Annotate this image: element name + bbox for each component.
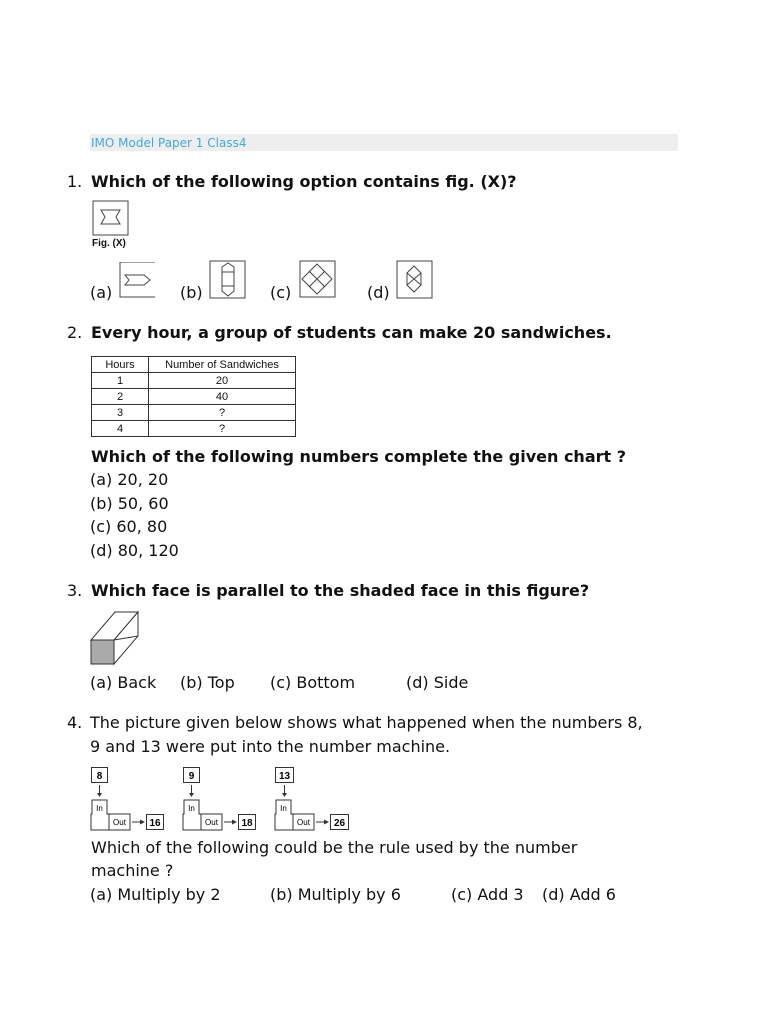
q1-option-a-figure xyxy=(118,262,158,302)
question-4-number: 4. xyxy=(67,713,83,732)
q4-option-d: (d) Add 6 xyxy=(542,885,616,904)
q1-option-c-label: (c) xyxy=(270,283,292,302)
q1-option-d-label: (d) xyxy=(367,283,390,302)
figure-x xyxy=(91,200,131,240)
machine-1-in-label: In xyxy=(96,804,103,813)
table-cell: 20 xyxy=(149,373,296,389)
table-cell: ? xyxy=(149,421,296,437)
q2-option-c: (c) 60, 80 xyxy=(90,517,168,536)
q2-option-b: (b) 50, 60 xyxy=(90,494,169,513)
number-machine-1-drawing xyxy=(90,766,170,834)
number-machine-3-drawing xyxy=(274,766,354,834)
machine-1-output: 16 xyxy=(149,818,161,829)
question-1-text: Which of the following option contains fig. (X)? xyxy=(91,172,517,191)
q1-option-a-drawing xyxy=(118,262,158,298)
question-2-number: 2. xyxy=(67,323,83,342)
q2-option-a: (a) 20, 20 xyxy=(90,470,169,489)
number-machine-2 xyxy=(182,766,262,838)
machine-2-out-label: Out xyxy=(205,818,218,827)
machine-1-input: 8 xyxy=(96,771,103,782)
q2-option-d: (d) 80, 120 xyxy=(90,541,179,560)
page-header-title: IMO Model Paper 1 Class4 xyxy=(91,136,247,150)
machine-2-output: 18 xyxy=(241,818,253,829)
question-3-number: 3. xyxy=(67,581,83,600)
number-machine-1 xyxy=(90,766,170,838)
q1-option-c-drawing xyxy=(298,260,338,300)
table-cell: 3 xyxy=(92,405,149,421)
q3-option-d: (d) Side xyxy=(406,673,469,692)
question-4-text-line1: The picture given below shows what happened when the numbers 8, xyxy=(90,713,643,732)
table-cell: 2 xyxy=(92,389,149,405)
sandwich-table xyxy=(91,356,296,437)
machine-2-input: 9 xyxy=(188,771,195,782)
table-header-hours: Hours xyxy=(92,357,149,373)
question-4-subquestion-line2: machine ? xyxy=(91,861,174,880)
number-machine-2-drawing xyxy=(182,766,262,834)
question-1-number: 1. xyxy=(67,172,83,191)
machine-3-output: 26 xyxy=(333,818,346,829)
question-4-text-line2: 9 and 13 were put into the number machine. xyxy=(90,737,451,756)
question-2-text: Every hour, a group of students can make 20 sandwiches. xyxy=(91,323,612,342)
table-row xyxy=(92,405,296,421)
machine-1-out-label: Out xyxy=(113,818,126,827)
q3-option-a: (a) Back xyxy=(90,673,157,692)
cuboid-figure xyxy=(90,610,142,672)
number-machine-3 xyxy=(274,766,354,838)
table-header-row xyxy=(92,357,296,373)
table-cell: 4 xyxy=(92,421,149,437)
q3-option-c: (c) Bottom xyxy=(270,673,356,692)
machine-2-in-label: In xyxy=(188,804,195,813)
q1-option-c-figure xyxy=(298,260,338,304)
q1-option-a-label: (a) xyxy=(90,283,113,302)
q1-option-d-figure xyxy=(395,260,435,304)
machine-3-in-label: In xyxy=(280,804,287,813)
q1-option-b-label: (b) xyxy=(180,283,203,302)
q1-option-d-drawing xyxy=(395,260,435,300)
q4-option-c: (c) Add 3 xyxy=(451,885,524,904)
table-row xyxy=(92,389,296,405)
q4-option-a: (a) Multiply by 2 xyxy=(90,885,221,904)
table-cell: 1 xyxy=(92,373,149,389)
sandwich-table-wrapper xyxy=(91,356,296,437)
q1-option-b-figure xyxy=(208,260,248,304)
question-3-text: Which face is parallel to the shaded face in this figure? xyxy=(91,581,590,600)
cuboid-drawing xyxy=(90,610,142,668)
q1-option-b-drawing xyxy=(208,260,248,300)
machine-3-out-label: Out xyxy=(297,818,310,827)
table-row xyxy=(92,373,296,389)
machine-3-input: 13 xyxy=(278,771,291,782)
q4-option-b: (b) Multiply by 6 xyxy=(270,885,401,904)
table-cell: 40 xyxy=(149,389,296,405)
q3-option-b: (b) Top xyxy=(180,673,235,692)
question-2-subquestion: Which of the following numbers complete the given chart ? xyxy=(91,447,626,466)
figure-x-drawing xyxy=(91,200,131,236)
table-cell: ? xyxy=(149,405,296,421)
table-row xyxy=(92,421,296,437)
figure-x-caption: Fig. (X) xyxy=(92,238,126,249)
question-4-subquestion-line1: Which of the following could be the rule used by the number xyxy=(91,838,578,857)
table-header-sandwiches: Number of Sandwiches xyxy=(149,357,296,373)
